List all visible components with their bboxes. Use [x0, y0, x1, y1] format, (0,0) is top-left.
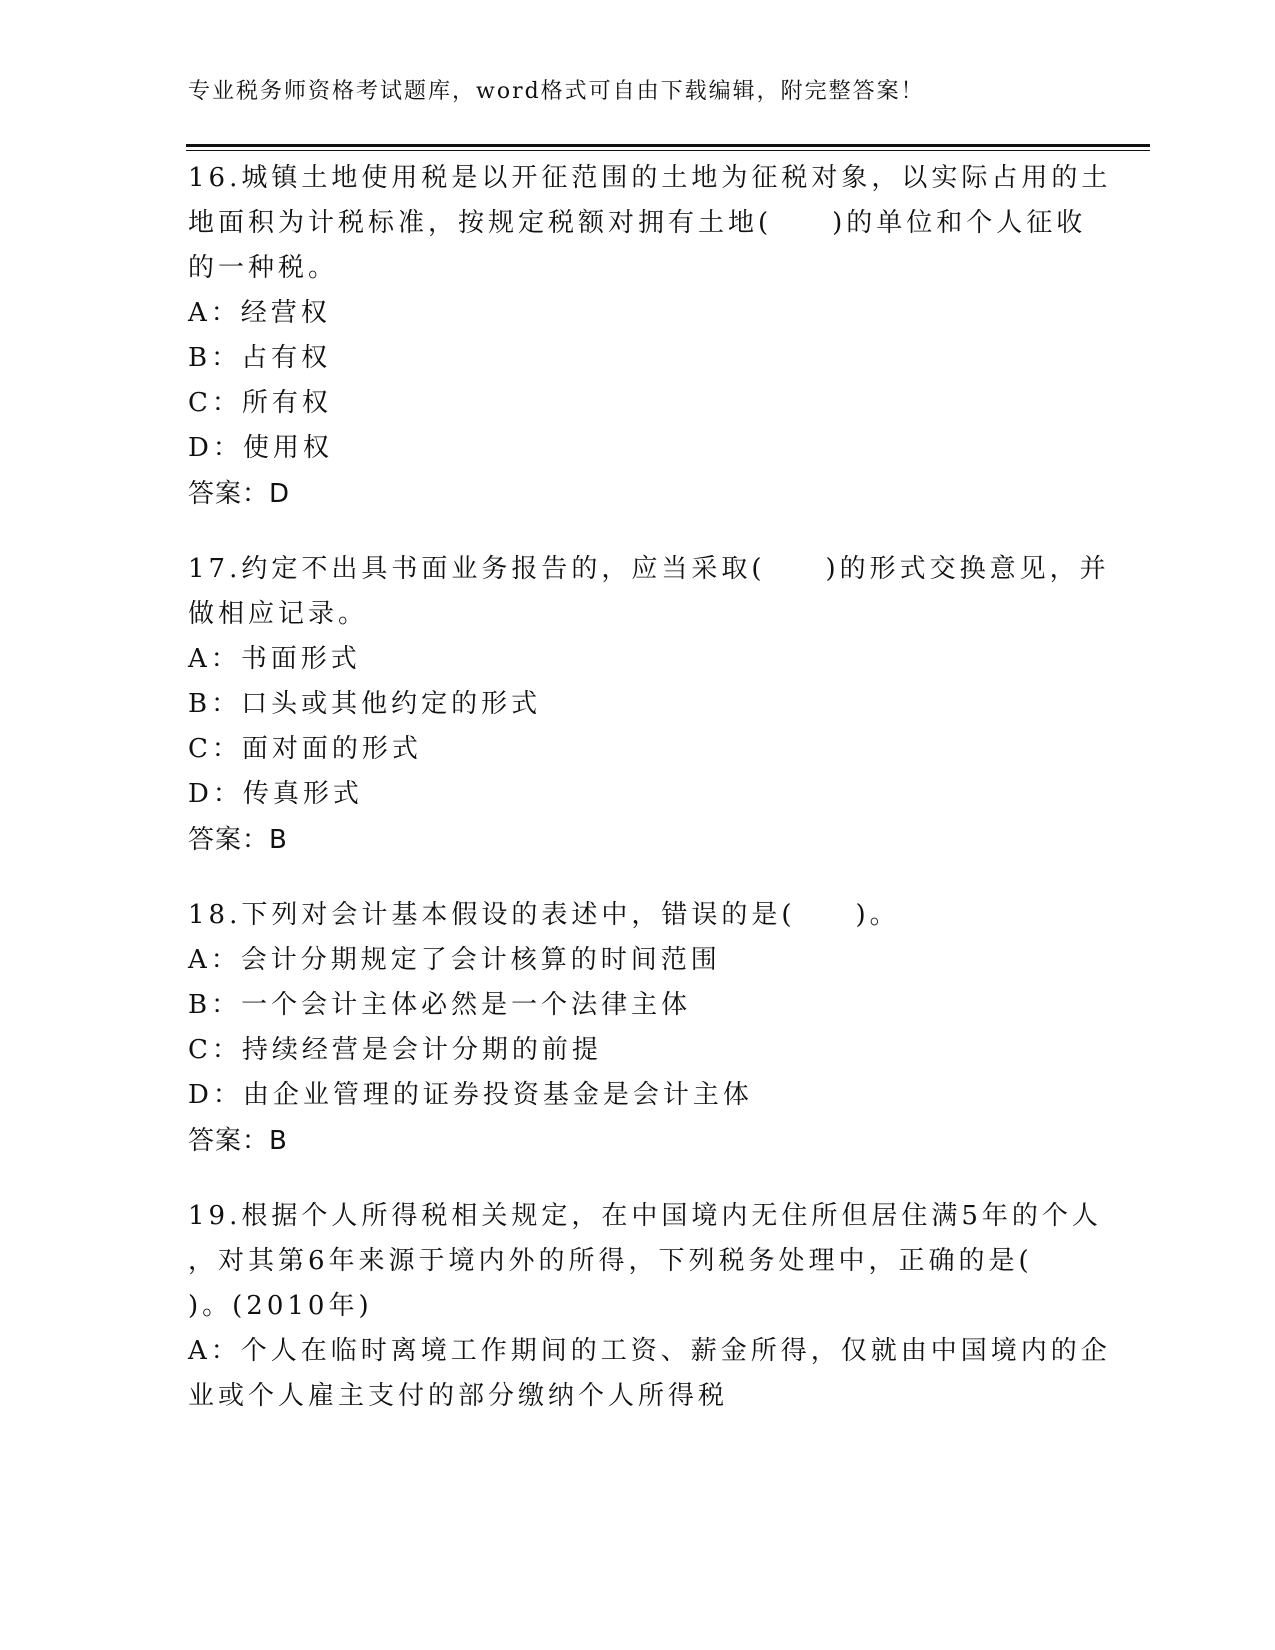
option-b: B：占有权 — [188, 343, 332, 373]
option-c: C：所有权 — [188, 388, 332, 418]
question-stem-line: 19.根据个人所得税相关规定，在中国境内无住所但居住满5年的个人 — [188, 1201, 1102, 1231]
question-stem-line: 的一种税。 — [188, 253, 339, 283]
question-stem-line: 地面积为计税标准，按规定税额对拥有土地( )的单位和个人征收 — [188, 208, 1087, 238]
option-d: D：传真形式 — [188, 779, 363, 809]
option-d: D：由企业管理的证券投资基金是会计主体 — [188, 1080, 753, 1110]
question-19 — [188, 1194, 1111, 1419]
option-a: A：会计分期规定了会计核算的时间范围 — [188, 945, 721, 975]
question-17 — [188, 547, 1110, 863]
question-16 — [188, 156, 1112, 517]
page-header: 专业税务师资格考试题库，word格式可自由下载编辑，附完整答案！ — [188, 79, 925, 104]
header-divider — [186, 144, 1150, 151]
option-c: C：面对面的形式 — [188, 734, 422, 764]
question-stem-line: 17.约定不出具书面业务报告的，应当采取( )的形式交换意见，并 — [188, 554, 1110, 584]
option-a: A：书面形式 — [188, 644, 361, 674]
question-stem-line: 18.下列对会计基本假设的表述中，错误的是( )。 — [188, 900, 900, 930]
option-c: C：持续经营是会计分期的前提 — [188, 1035, 602, 1065]
option-b: B：一个会计主体必然是一个法律主体 — [188, 990, 692, 1020]
answer-line: 答案：B — [188, 1126, 288, 1156]
question-stem-line: 做相应记录。 — [188, 599, 369, 629]
option-a: A：个人在临时离境工作期间的工资、薪金所得，仅就由中国境内的企 — [188, 1336, 1111, 1366]
option-d: D：使用权 — [188, 433, 333, 463]
question-18 — [188, 893, 1088, 1164]
option-a: A：经营权 — [188, 298, 331, 328]
question-list — [188, 156, 1112, 1449]
answer-line: 答案：D — [188, 479, 291, 509]
question-stem-line: ，对其第6年来源于境内外的所得，下列税务处理中，正确的是( — [188, 1246, 1033, 1276]
option-b: B：口头或其他约定的形式 — [188, 689, 542, 719]
option-a-continued: 业或个人雇主支付的部分缴纳个人所得税 — [188, 1381, 729, 1411]
answer-line: 答案：B — [188, 825, 288, 855]
question-stem-line: 16.城镇土地使用税是以开征范围的土地为征税对象，以实际占用的土 — [188, 163, 1112, 193]
question-stem-line: )。(2010年) — [188, 1291, 373, 1321]
